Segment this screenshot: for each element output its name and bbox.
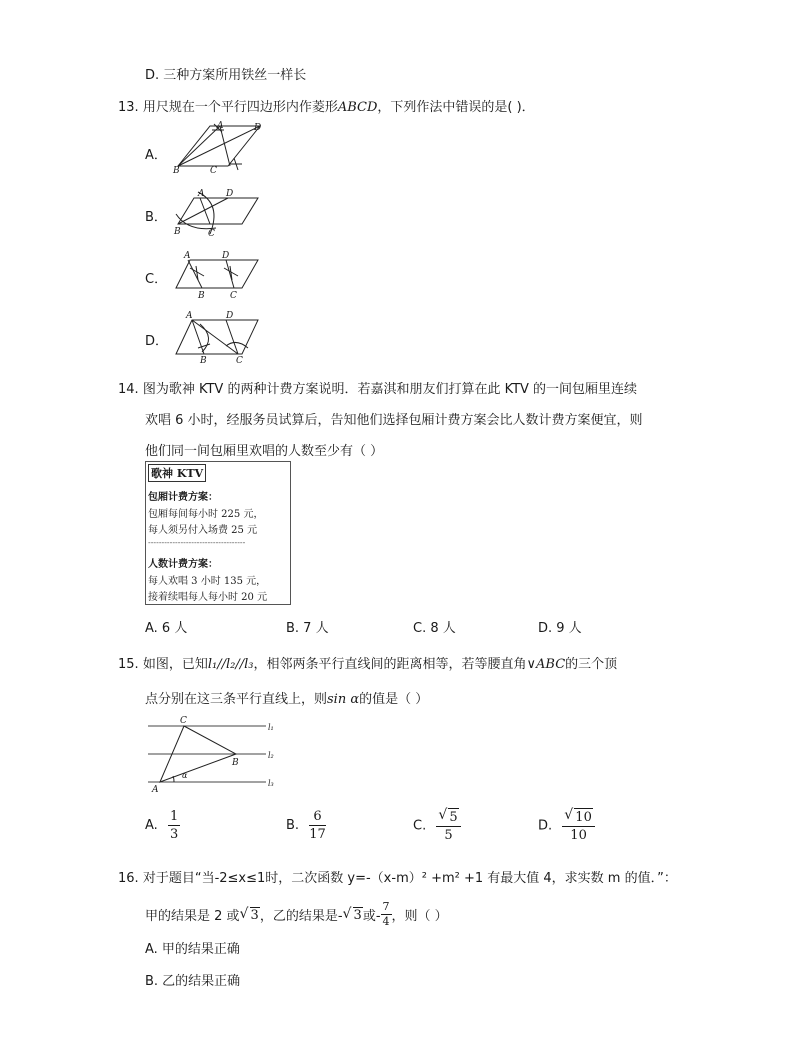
ktv-box-title: 歌神 KTV [148, 464, 206, 482]
q13-option-d-label: D． [145, 334, 169, 349]
q16-text-1: 对于题目“当-2≤x≤1时，二次函数 y=-（x-m）² +m² +1 有最大值 4，求实数 m 的值．”： [142, 871, 677, 886]
q16-frac-den: 4 [382, 915, 390, 928]
q16-number: 16. [118, 871, 139, 886]
q15-line1-post: 的三个顶 [565, 657, 618, 672]
q12-option-d: D. 三种方案所用铁丝一样长 [145, 68, 307, 83]
q15-line1-mid: ，相邻两条平行直线间的距离相等，若等腰直角 [253, 657, 527, 672]
q13c-pt-a: A [184, 251, 191, 261]
q14-text-1: 图为歌神 KTV 的两种计费方案说明．若嘉淇和朋友们打算在此 KTV 的一间包厢里连续 [142, 382, 638, 397]
q15-line2-pre: 点分别在这三条平行直线上，则 [145, 692, 328, 707]
q16-line2-c: 或- [362, 909, 381, 924]
q15-option-d-fraction [562, 808, 595, 844]
q15-d-radicand: 10 [575, 810, 592, 825]
q15-option-a [145, 808, 180, 843]
ktv-plan2-line2: 接着续唱每人每小时 20 元 [148, 592, 268, 603]
q15-a-den: 3 [169, 827, 179, 842]
q13-option-b-label: B． [145, 210, 167, 225]
q13-stem-post: ，下列作法中错误的是( )． [377, 100, 535, 115]
q15-figure [140, 714, 290, 794]
q15-option-b [286, 808, 326, 843]
q14-line1 [118, 378, 637, 397]
ktv-pricing-box [145, 461, 291, 605]
q13c-pt-b: B [198, 291, 205, 300]
q15-d-den: 10 [570, 828, 587, 843]
q14-number: 14. [118, 382, 139, 397]
q16-fraction [381, 900, 392, 929]
q15-label-l3: l₃ [268, 779, 274, 788]
q15-option-b-fraction [309, 808, 326, 843]
q13a-pt-d: D [254, 123, 262, 133]
q16-line2-d: ，则（ ） [391, 909, 448, 924]
q13a-pt-c: C [210, 166, 217, 176]
q13b-pt-c: C [208, 229, 215, 239]
q14-option-b: B. 7 人 [286, 621, 329, 636]
ktv-plan2-line1: 每人欢唱 3 小时 135 元， [148, 576, 267, 587]
q15-option-c [413, 808, 461, 844]
q15-c-radicand: 5 [449, 810, 458, 825]
q15-line2-math: sin α [327, 692, 360, 707]
q15-line2 [145, 688, 428, 707]
q15-option-d-label: D. [538, 818, 553, 834]
q15-label-alpha: α [182, 771, 188, 780]
q15-d-num [562, 808, 595, 827]
q13d-pt-d: D [226, 311, 234, 321]
q15-option-b-label: B. [286, 818, 300, 833]
q15-option-d [538, 808, 595, 844]
q13-option-d-figure [172, 308, 267, 364]
q15-option-a-fraction [168, 808, 180, 843]
q13-option-a-figure [172, 120, 267, 176]
ktv-plan1-line2: 每人须另付入场费 25 元 [148, 525, 258, 536]
q15-line1-math: l₁//l₂//l₃ [207, 657, 254, 672]
q13b-pt-d: D [226, 189, 234, 199]
ktv-plan1-line1: 包厢每间每小时 225 元， [148, 509, 264, 520]
q14-option-c: C. 8 人 [413, 621, 456, 636]
q13-stem-math: ABCD [337, 100, 378, 115]
q13b-pt-a: A [198, 189, 205, 199]
q16-sqrt-1 [240, 907, 260, 923]
q13-stem [118, 96, 535, 115]
q13-option-b-figure [172, 184, 267, 240]
q15-c-den: 5 [444, 828, 453, 843]
q13b-pt-b: B [174, 227, 181, 237]
q16-option-a: A. 甲的结果正确 [145, 942, 240, 957]
q15-c-num [436, 808, 460, 827]
q14-line2: 欢唱 6 小时，经服务员试算后，告知他们选择包厢计费方案会比人数计费方案便宜，则 [145, 413, 643, 428]
q13c-pt-d: D [222, 251, 230, 261]
q16-line2-b: ，乙的结果是- [259, 909, 343, 924]
q15-line1-triangle: ∨ABC [526, 657, 566, 672]
q15-option-a-label: A. [145, 818, 158, 833]
q13-number: 13. [118, 100, 139, 115]
q15-a-num: 1 [169, 809, 179, 824]
q16-sqrt-2 [343, 907, 363, 923]
q13c-pt-c: C [230, 291, 237, 300]
q15-label-c: C [180, 716, 187, 726]
q16-line1 [118, 867, 677, 886]
q14-option-d: D. 9 人 [538, 621, 582, 636]
q13-stem-pre: 用尺规在一个平行四边形内作菱形 [142, 100, 338, 115]
q15-line2-post: 的值是（ ） [359, 692, 429, 707]
q16-option-b: B. 乙的结果正确 [145, 974, 241, 989]
q15-option-c-label: C. [413, 818, 427, 834]
q13d-pt-a: A [186, 311, 193, 321]
q16-frac-num: 7 [382, 900, 390, 913]
ktv-plan1-heading: 包厢计费方案： [148, 492, 218, 503]
ktv-divider: ------------------------------------ [148, 538, 246, 547]
q15-number: 15. [118, 657, 139, 672]
q13d-pt-b: B [200, 356, 207, 364]
q15-line1 [118, 653, 617, 672]
q13a-pt-b: B [173, 166, 180, 176]
q13d-pt-c: C [236, 356, 243, 364]
q15-label-l2: l₂ [268, 751, 274, 760]
q16-line2 [145, 900, 448, 929]
q16-sqrt-1-radicand: 3 [250, 907, 259, 923]
q15-b-num: 6 [309, 808, 326, 826]
q15-label-a: A [152, 785, 159, 794]
q16-line2-a: 甲的结果是 2 或 [145, 909, 240, 924]
q13-option-c-figure [172, 248, 267, 300]
q15-b-den: 17 [309, 827, 326, 842]
q13-option-c-label: C． [145, 272, 168, 287]
q14-line3: 他们同一间包厢里欢唱的人数至少有（ ） [145, 444, 384, 459]
q13-option-a-label: A． [145, 148, 167, 163]
q15-label-b: B [232, 758, 239, 768]
q16-sqrt-2-radicand: 3 [353, 907, 362, 923]
q15-option-c-fraction [436, 808, 460, 844]
q13a-pt-a: A [217, 121, 224, 131]
ktv-plan2-heading: 人数计费方案： [148, 559, 218, 570]
q15-label-l1: l₁ [268, 723, 274, 732]
q15-line1-pre: 如图，已知 [142, 657, 208, 672]
q14-option-a: A. 6 人 [145, 621, 188, 636]
